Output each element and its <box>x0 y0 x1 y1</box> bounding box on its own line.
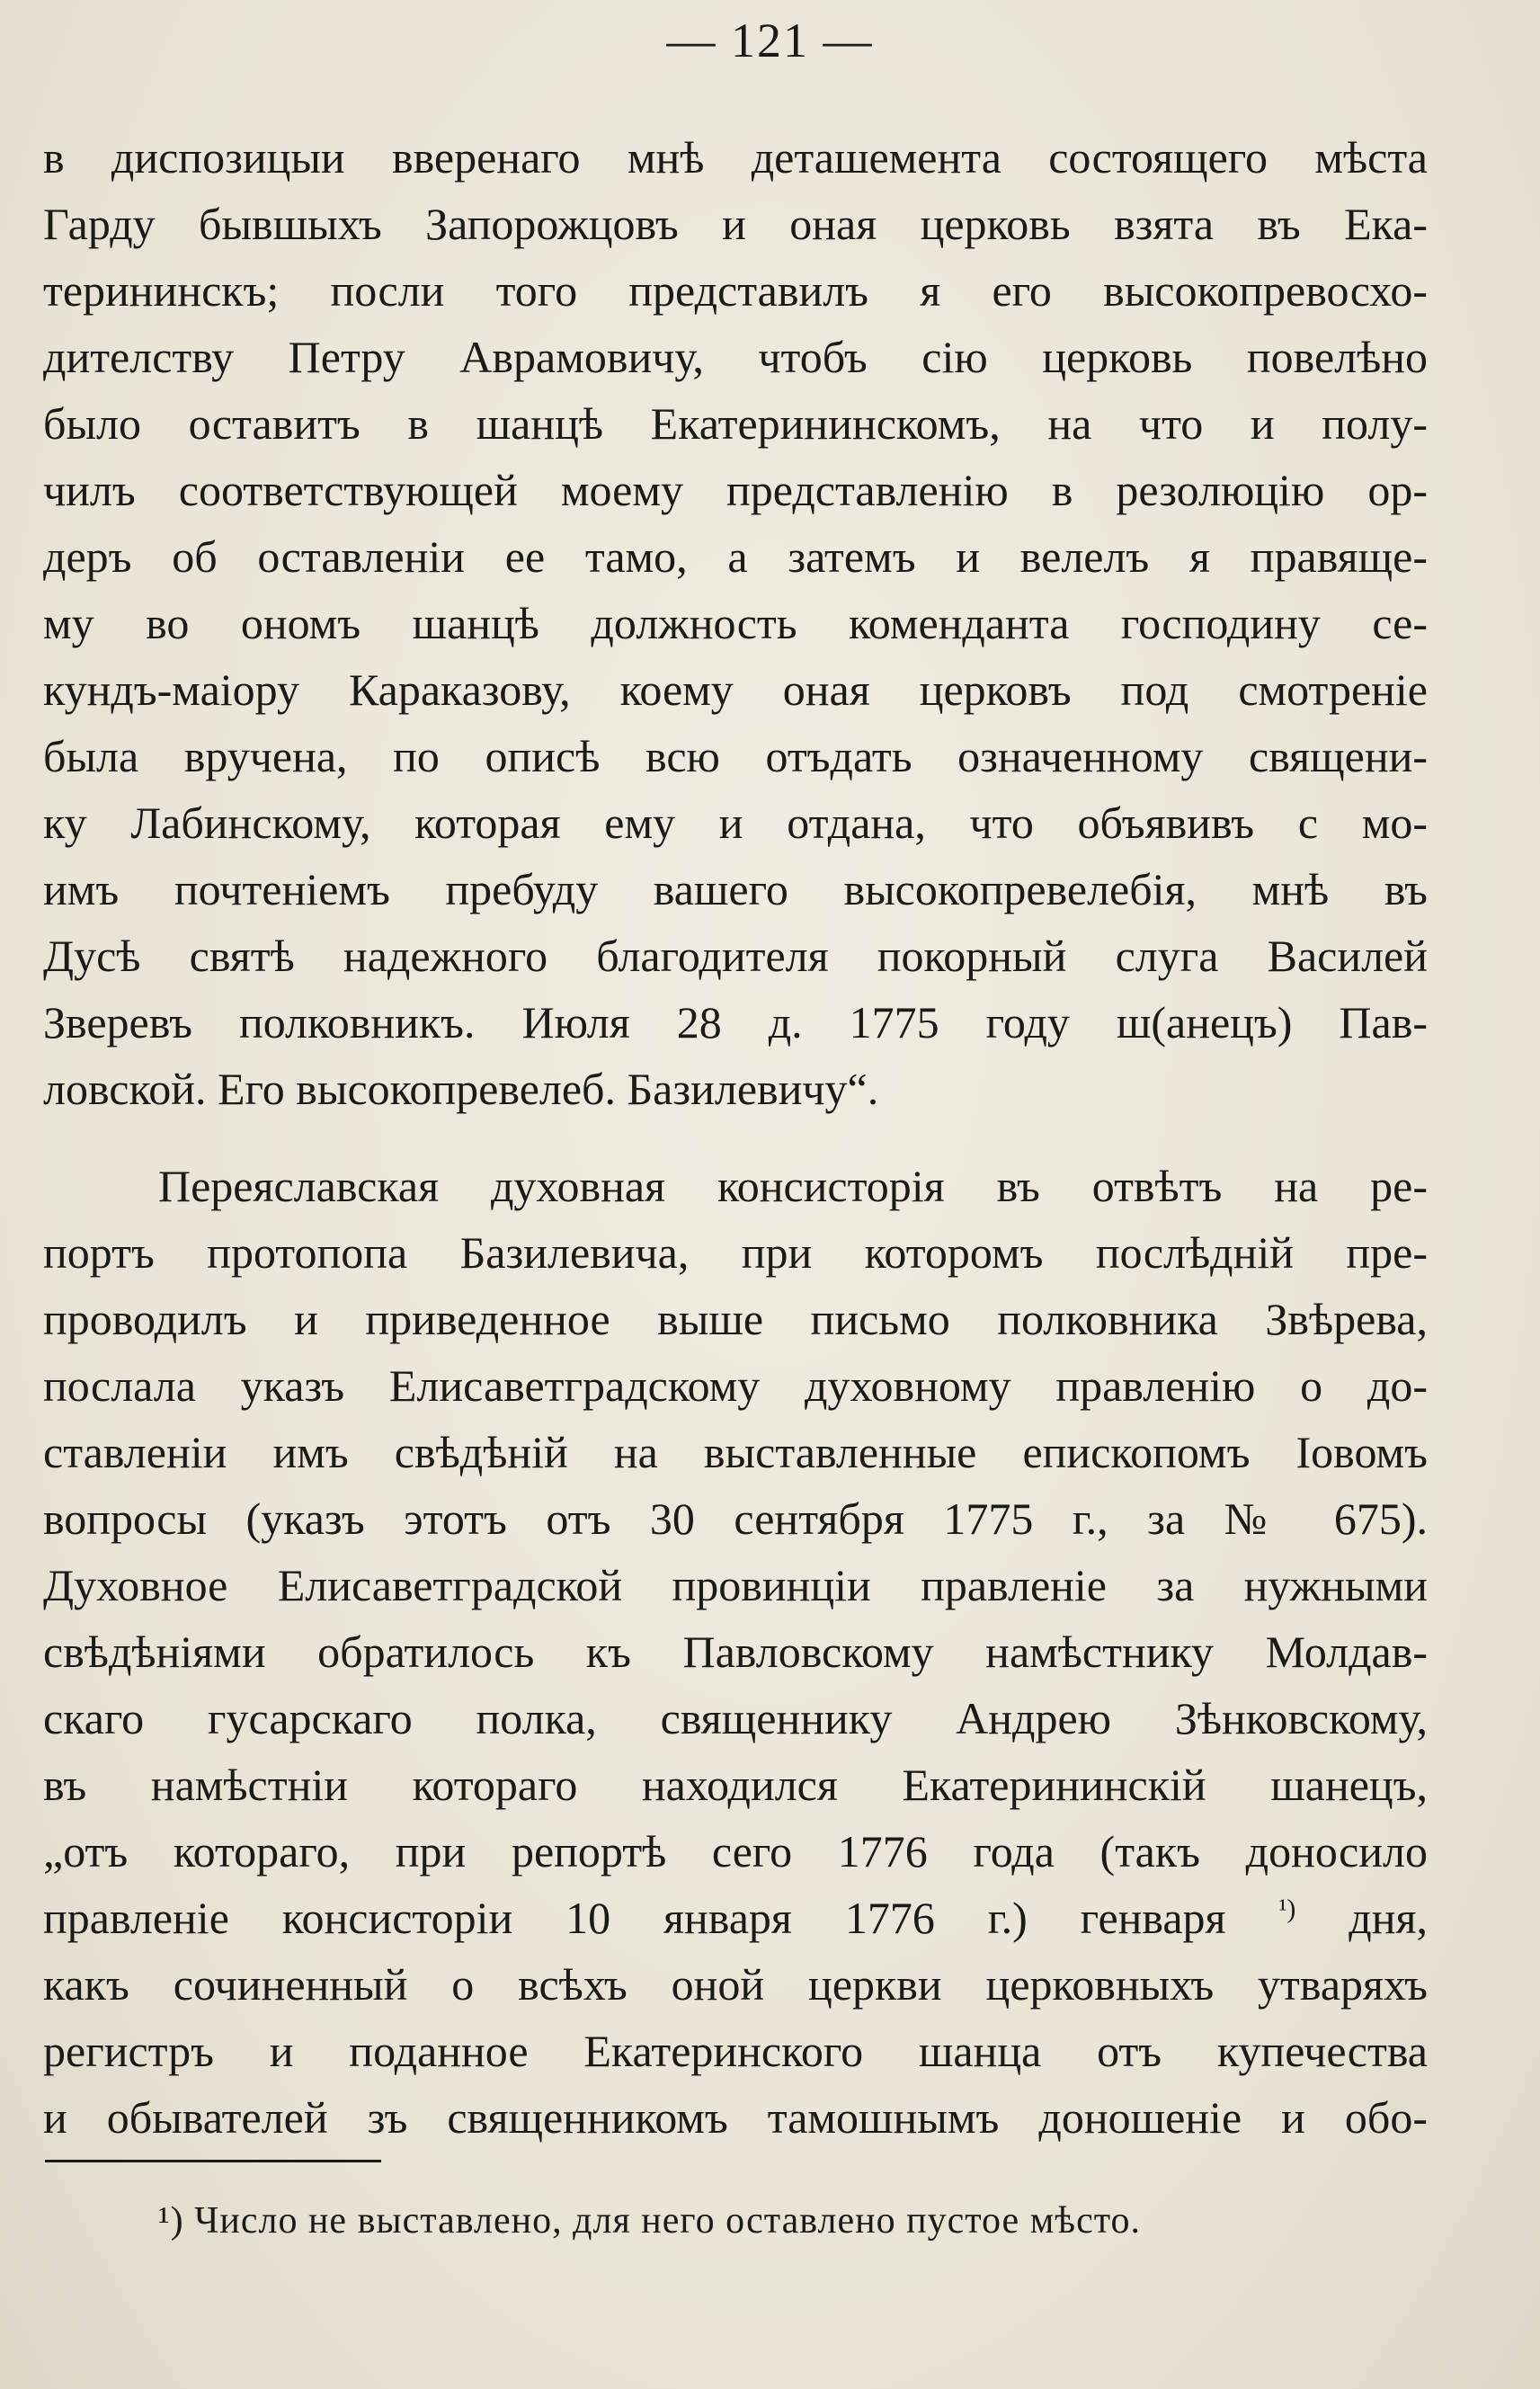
text-line: послала указъ Елисаветградскому духовному правленію о до- <box>43 1360 1428 1411</box>
footnote-divider <box>45 2160 381 2162</box>
line-text-tail: дня, <box>1295 1893 1429 1943</box>
text-line: въ намѣстніи котораго находился Екатерининскій шанецъ, <box>43 1760 1428 1810</box>
line-text: правленіе консисторіи 10 января 1776 г.) генваря <box>43 1893 1226 1943</box>
text-line: Дусѣ святѣ надежного благодителя покорный слуга Василей <box>43 931 1428 981</box>
text-line: чилъ соответствующей моему представленію в резолюцію ор- <box>43 465 1428 515</box>
text-line: деръ об оставленіи ее тамо, а затемъ и велелъ я правяще- <box>43 531 1428 582</box>
text-line: проводилъ и приведенное выше письмо полковника Звѣрева, <box>43 1294 1428 1344</box>
text-line: была вручена, по описѣ всю отъдать означенному священи- <box>43 731 1428 781</box>
text-line: какъ сочиненный о всѣхъ оной церкви церковныхъ утваряхъ <box>43 1959 1428 2010</box>
page-number: — 121 — <box>666 13 874 67</box>
text-line: терининскъ; посли того представилъ я его высокопревосхо- <box>43 265 1428 316</box>
paragraph-1 <box>43 124 1428 1122</box>
text-line: Гарду бывшыхъ Запорожцовъ и оная церковь взята въ Ека- <box>43 199 1428 249</box>
paragraph-gap <box>43 1122 1428 1153</box>
body-text <box>43 124 1428 2151</box>
text-line: ставленіи имъ свѣдѣній на выставленные епископомъ Іовомъ <box>43 1427 1428 1477</box>
text-line: кундъ-маіору Караказову, коему оная церковъ под смотреніе <box>43 664 1428 715</box>
text-line: скаго гусарскаго полка, священнику Андрею Зѣнковскому, <box>43 1693 1428 1743</box>
footnote-marker: ¹) <box>158 2200 184 2242</box>
text-line: му во ономъ шанцѣ должность коменданта господину се- <box>43 598 1428 648</box>
text-line: портъ протопопа Базилевича, при которомъ послѣдній пре- <box>43 1227 1428 1278</box>
text-line-with-footnote-ref <box>43 1885 1428 1951</box>
text-line: Духовное Елисаветградской провинціи правленіе за нужными <box>43 1560 1428 1610</box>
text-line: регистръ и поданное Екатеринского шанца отъ купечества <box>43 2026 1428 2076</box>
footnote-ref: ¹) <box>1278 1894 1296 1924</box>
text-line: в диспозицыи вверенаго мнѣ деташемента состоящего мѣста <box>43 132 1428 183</box>
footnote <box>158 2197 1141 2244</box>
text-line: имъ почтеніемъ пребуду вашего высокопревелебія, мнѣ въ <box>43 864 1428 914</box>
text-line: свѣдѣніями обратилось къ Павловскому намѣстнику Молдав- <box>43 1627 1428 1677</box>
text-line: вопросы (указъ этотъ отъ 30 сентября 1775 г., за № 675). <box>43 1493 1428 1544</box>
text-line: „отъ котораго, при репортѣ сего 1776 года (такъ доносило <box>43 1826 1428 1876</box>
text-line: ку Лабинскому, которая ему и отдана, что объявивъ с мо- <box>43 798 1428 848</box>
text-line: было оставитъ в шанцѣ Екатерининскомъ, на что и полу- <box>43 398 1428 449</box>
paragraph-2 <box>43 1153 1428 2151</box>
footnote-text: Число не выставлено, для него оставлено пустое мѣсто. <box>194 2200 1142 2242</box>
text-line: ловской. Его высокопревелеб. Базилевичу“. <box>43 1064 879 1114</box>
text-line: Зверевъ полковникъ. Июля 28 д. 1775 году ш(анецъ) Пав- <box>43 997 1428 1047</box>
text-line: Переяславская духовная консисторія въ отвѣтъ на ре- <box>158 1161 1428 1211</box>
text-line: и обывателей зъ священникомъ тамошнымъ доношеніе и обо- <box>43 2092 1428 2143</box>
text-line: дителству Петру Аврамовичу, чтобъ сію церковь повелѣно <box>43 332 1428 382</box>
